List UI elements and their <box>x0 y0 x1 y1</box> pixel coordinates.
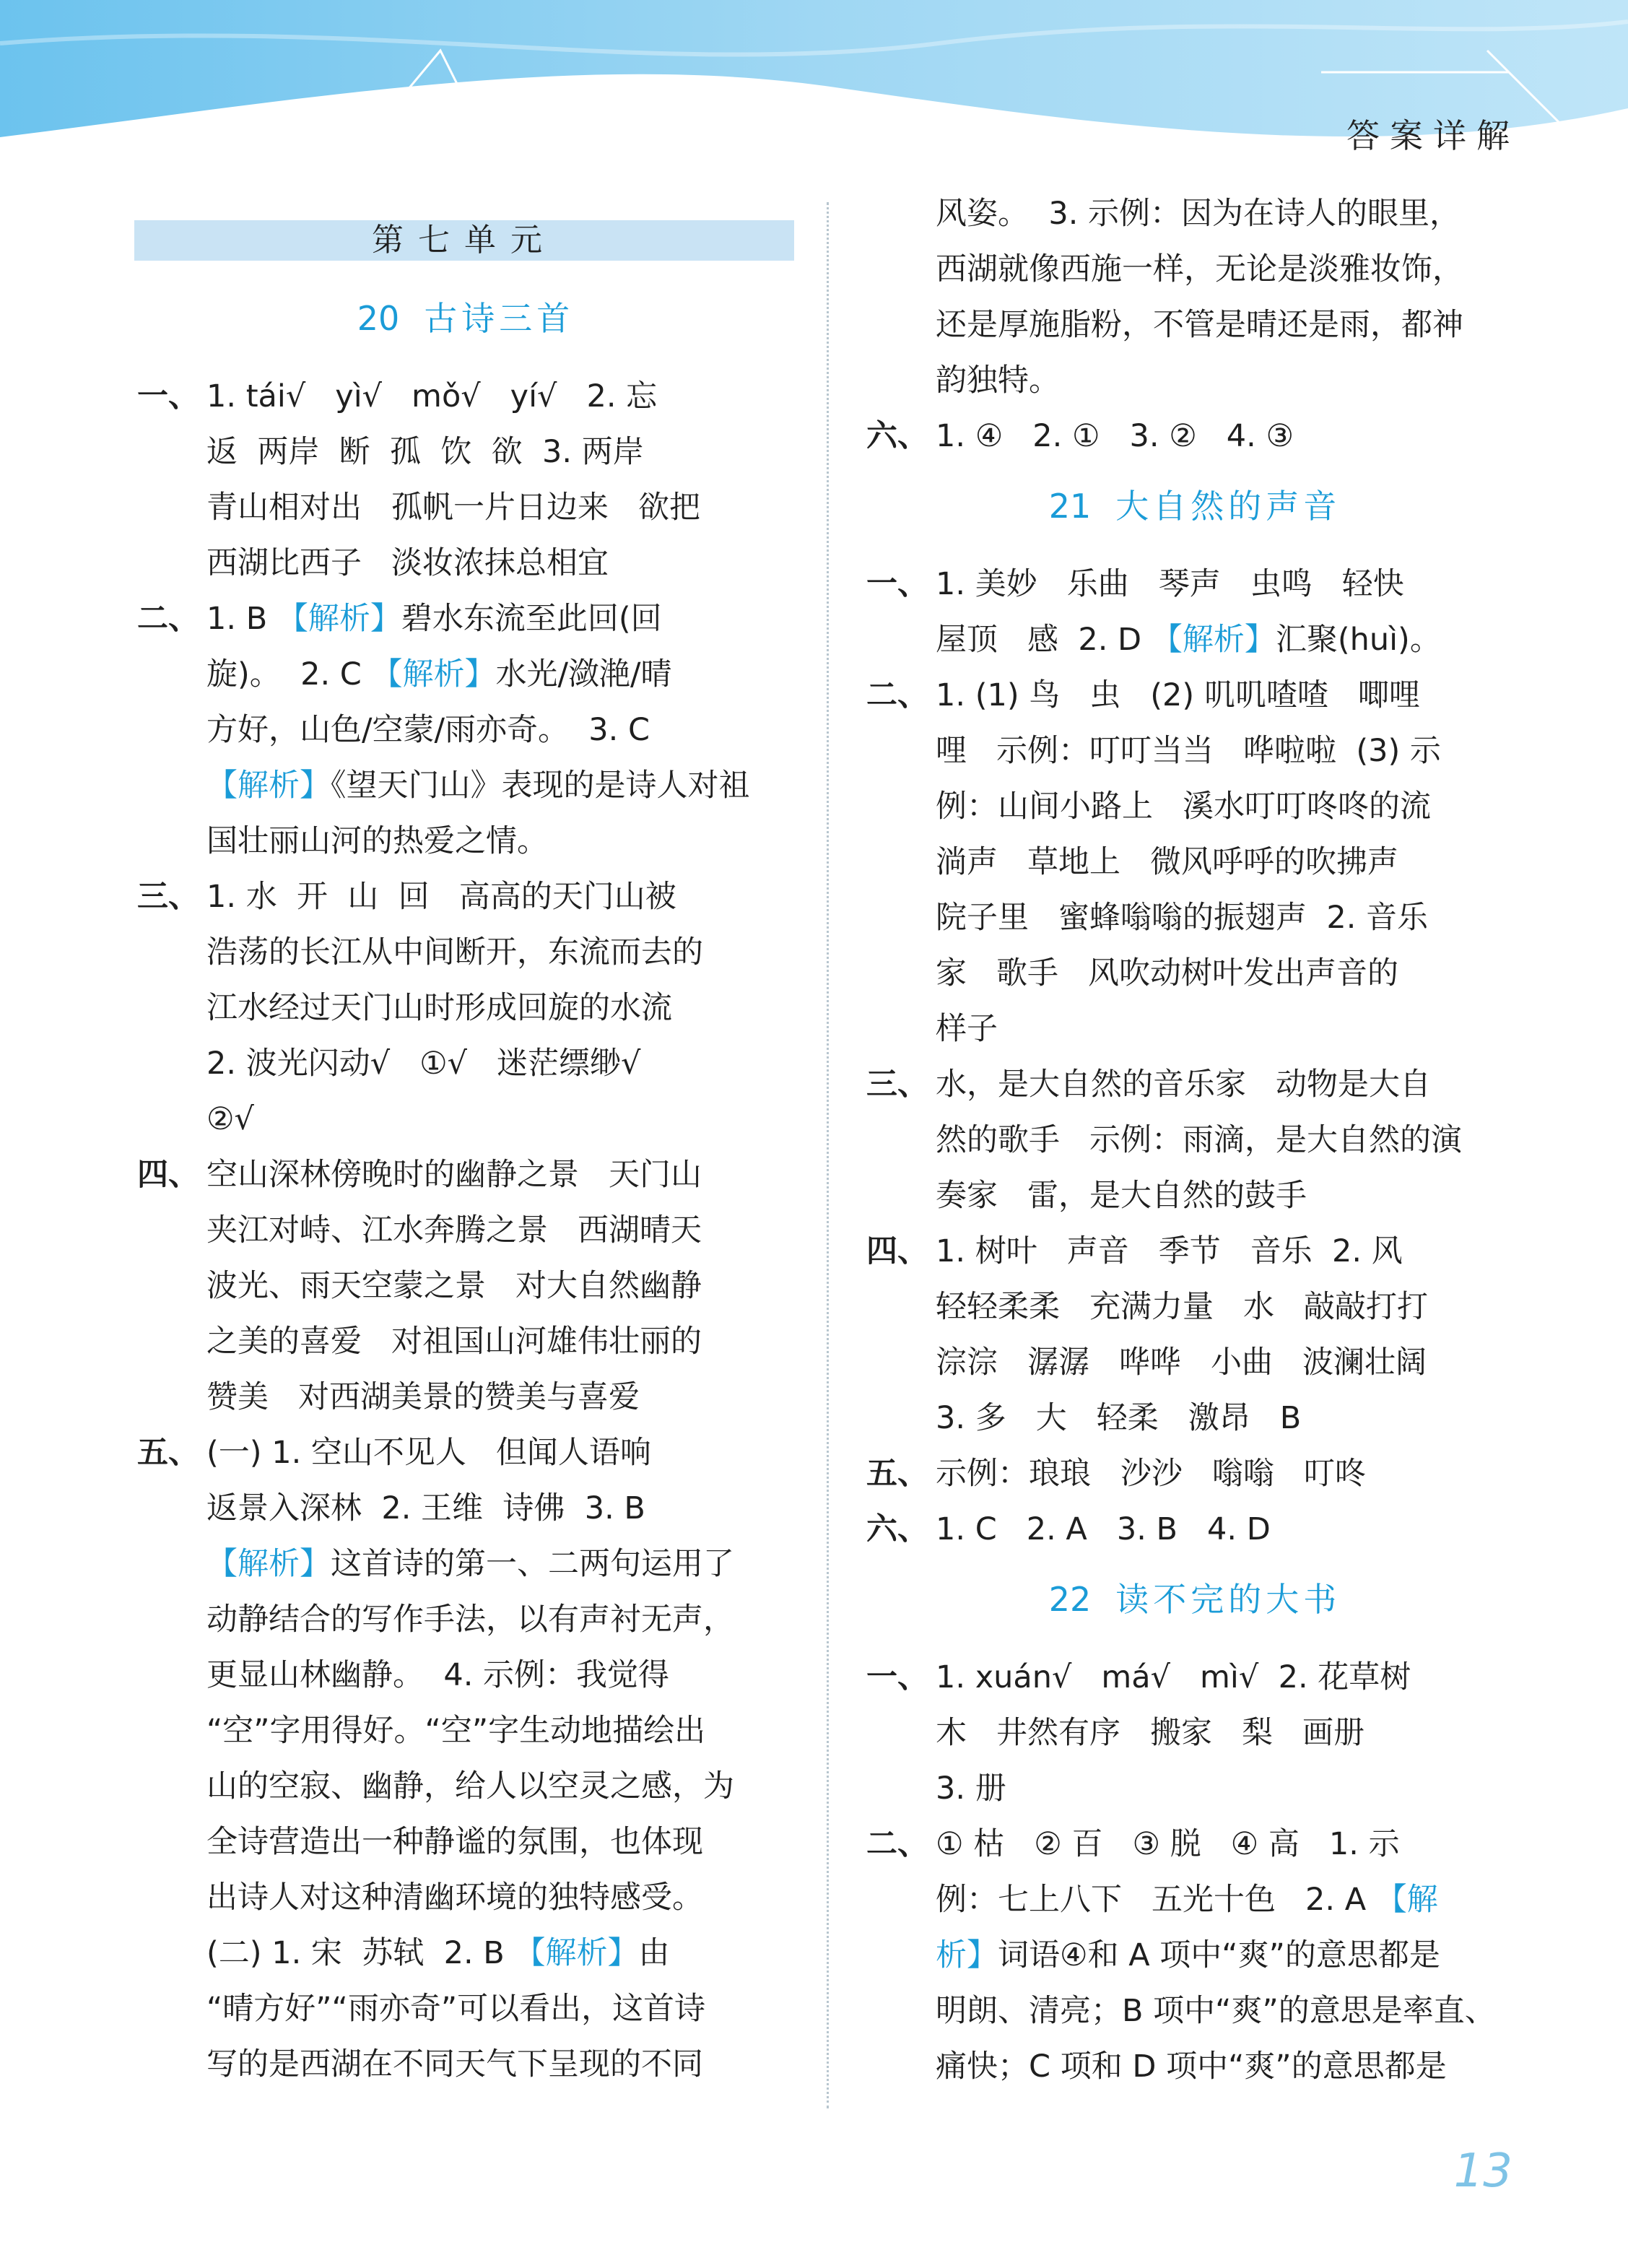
answer-line: 方好，山色/空蒙/雨亦奇。 3. C <box>206 712 650 748</box>
answer-section <box>137 369 794 591</box>
answer-line: 西湖比西子 淡妆浓抹总相宜 <box>206 545 609 581</box>
lesson-name: 大自然的声音 <box>1115 487 1341 526</box>
answer-line: 山的空寂、幽静，给人以空灵之感，为 <box>206 1768 734 1804</box>
answer-line: (一) 1. 空山不见人 但闻人语响 <box>206 1435 651 1471</box>
answer-line: “空”字用得好。“空”字生动地描绘出 <box>206 1713 706 1749</box>
answer-line: 然的歌手 示例：雨滴，是大自然的演 <box>936 1122 1463 1158</box>
lesson-number: 20 <box>357 299 400 338</box>
answer-line: “晴方好”“雨亦奇”可以看出，这首诗 <box>206 1991 706 2027</box>
answer-section <box>866 409 1523 464</box>
answer-line: (二) 1. 宋 苏轼 2. B 【解析】由 <box>206 1935 670 1971</box>
answer-line: 3. 册 <box>936 1770 1006 1807</box>
answer-line: 返 两岸 断 孤 饮 欲 3. 两岸 <box>206 434 644 470</box>
lesson-name: 古诗三首 <box>424 299 575 338</box>
lesson-22-title <box>866 1573 1523 1621</box>
section-label: 二、 <box>866 1826 928 1862</box>
answer-section <box>137 1147 794 1425</box>
lesson-name: 读不完的大书 <box>1115 1580 1341 1619</box>
lesson-21-answers <box>866 557 1523 1557</box>
column-divider <box>827 202 829 2108</box>
answer-line: 例：山间小路上 溪水叮叮咚咚的流 <box>936 788 1432 825</box>
answer-section <box>137 1425 794 2093</box>
answer-line: 屋顶 感 2. D 【解析】汇聚(huì)。 <box>936 622 1441 658</box>
answer-line: ②√ <box>206 1101 254 1137</box>
header-wave-band <box>0 0 1628 217</box>
answer-section <box>866 1650 1523 1817</box>
left-column <box>137 220 794 2093</box>
answer-line: 3. 多 大 轻柔 激昂 B <box>936 1400 1302 1436</box>
answer-line: 出诗人对这种清幽环境的独特感受。 <box>206 1880 703 1916</box>
answer-line: 1. B 【解析】碧水东流至此回(回 <box>206 601 662 637</box>
answer-line: 更显山林幽静。 4. 示例：我觉得 <box>206 1657 670 1693</box>
answer-line: 青山相对出 孤帆一片日边来 欲把 <box>206 490 701 526</box>
section-label: 六、 <box>866 1511 928 1547</box>
answer-line: 之美的喜爱 对祖国山河雄伟壮丽的 <box>206 1324 702 1360</box>
section-label: 四、 <box>866 1233 928 1269</box>
answer-line: 析】词语④和 A 项中“爽”的意思都是 <box>936 1937 1440 1973</box>
answer-line: 明朗、清亮；B 项中“爽”的意思是率直、 <box>936 1993 1496 2029</box>
answer-line: 淙淙 潺潺 哗哗 小曲 波澜壮阔 <box>936 1344 1427 1381</box>
answer-line: 韵独特。 <box>936 362 1060 399</box>
answer-section <box>866 1502 1523 1557</box>
answer-line: 江水经过天门山时形成回旋的水流 <box>206 990 672 1026</box>
answer-line: 示例：琅琅 沙沙 嗡嗡 叮咚 <box>936 1456 1367 1492</box>
section-label: 三、 <box>137 879 199 915</box>
right-column <box>866 186 1523 2095</box>
answer-section <box>866 557 1523 668</box>
lesson-20-answers <box>137 369 794 2093</box>
answer-line: 院子里 蜜蜂嗡嗡的振翅声 2. 音乐 <box>936 900 1429 936</box>
answer-line: 波光、雨天空蒙之景 对大自然幽静 <box>206 1268 702 1304</box>
answer-line: 奏家 雷，是大自然的鼓手 <box>936 1178 1307 1214</box>
answer-line: 西湖就像西施一样，无论是淡雅妆饰， <box>936 251 1463 287</box>
answer-line: 痛快；C 项和 D 项中“爽”的意思都是 <box>936 2048 1447 2085</box>
answer-section <box>866 668 1523 1057</box>
section-label: 三、 <box>866 1066 928 1103</box>
answer-line: 风姿。 3. 示例：因为在诗人的眼里， <box>936 196 1461 232</box>
answer-line: 哩 示例：叮叮当当 哗啦啦 (3) 示 <box>936 733 1441 769</box>
section-label: 五、 <box>866 1456 928 1492</box>
answer-section <box>866 1817 1523 2095</box>
answer-line: 样子 <box>936 1011 998 1047</box>
answer-line: 赞美 对西湖美景的赞美与喜爱 <box>206 1379 640 1415</box>
answer-section <box>866 1446 1523 1502</box>
answer-line: 空山深林傍晚时的幽静之景 天门山 <box>206 1157 702 1193</box>
answer-line: 1. xuán√ má√ mì√ 2. 花草树 <box>936 1659 1411 1695</box>
answer-line: 动静结合的写作手法，以有声衬无声， <box>206 1602 734 1638</box>
section-label: 六、 <box>866 418 928 454</box>
answer-line: 2. 波光闪动√ ①√ 迷茫缥缈√ <box>206 1046 641 1082</box>
answer-line: 全诗营造出一种静谧的氛围，也体现 <box>206 1824 703 1860</box>
answer-line: 1. 水 开 山 回 高高的天门山被 <box>206 879 676 915</box>
answer-line: 1. (1) 鸟 虫 (2) 叽叽喳喳 唧哩 <box>936 677 1420 713</box>
continued-answer <box>866 186 1523 409</box>
section-label: 一、 <box>137 378 199 414</box>
answer-line: 1. ④ 2. ① 3. ② 4. ③ <box>936 418 1294 454</box>
lesson-number: 22 <box>1048 1580 1092 1619</box>
answer-line: 水，是大自然的音乐家 动物是大自 <box>936 1066 1432 1103</box>
answer-line: 夹江对峙、江水奔腾之景 西湖晴天 <box>206 1212 702 1248</box>
section-label: 二、 <box>137 601 199 637</box>
answer-line: 淌声 草地上 微风呼呼的吹拂声 <box>936 844 1399 880</box>
answer-section <box>137 869 794 1147</box>
section-label: 二、 <box>866 677 928 713</box>
answer-line: 旋)。 2. C 【解析】水光/潋滟/晴 <box>206 656 672 692</box>
lesson-20-section-6 <box>866 409 1523 464</box>
answer-section <box>137 591 794 869</box>
answer-line: 国壮丽山河的热爱之情。 <box>206 823 548 859</box>
section-label: 五、 <box>137 1435 199 1471</box>
section-label: 四、 <box>137 1157 199 1193</box>
answer-line: 1. 美妙 乐曲 琴声 虫鸣 轻快 <box>936 566 1404 602</box>
answer-line: 例：七上八下 五光十色 2. A 【解 <box>936 1882 1438 1918</box>
page-number: 13 <box>1453 2145 1512 2198</box>
lesson-21-title <box>866 480 1523 528</box>
lesson-number: 21 <box>1048 487 1092 526</box>
section-label: 一、 <box>866 1659 928 1695</box>
header-title: 答案详解 <box>1346 116 1520 155</box>
answer-line: 【解析】《望天门山》表现的是诗人对祖 <box>206 768 750 804</box>
answer-line: 家 歌手 风吹动树叶发出声音的 <box>936 955 1399 991</box>
answer-line: 1. tái√ yì√ mǒ√ yí√ 2. 忘 <box>206 378 658 414</box>
unit-heading: 第七单元 <box>134 220 794 261</box>
answer-line: ① 枯 ② 百 ③ 脱 ④ 高 1. 示 <box>936 1826 1400 1862</box>
lesson-20-title <box>137 292 794 340</box>
answer-line: 轻轻柔柔 充满力量 水 敲敲打打 <box>936 1289 1429 1325</box>
answer-line: 返景入深林 2. 王维 诗佛 3. B <box>206 1490 645 1526</box>
answer-line: 写的是西湖在不同天气下呈现的不同 <box>206 2046 703 2082</box>
answer-section <box>866 1224 1523 1446</box>
answer-line: 1. C 2. A 3. B 4. D <box>936 1511 1271 1547</box>
answer-line: 【解析】这首诗的第一、二两句运用了 <box>206 1546 734 1582</box>
answer-section <box>866 1057 1523 1224</box>
lesson-22-answers <box>866 1650 1523 2095</box>
answer-line: 木 井然有序 搬家 梨 画册 <box>936 1715 1365 1751</box>
answer-line: 1. 树叶 声音 季节 音乐 2. 风 <box>936 1233 1403 1269</box>
answer-line: 还是厚施脂粉，不管是晴还是雨，都神 <box>936 307 1463 343</box>
section-label: 一、 <box>866 566 928 602</box>
answer-line: 浩荡的长江从中间断开，东流而去的 <box>206 934 703 970</box>
